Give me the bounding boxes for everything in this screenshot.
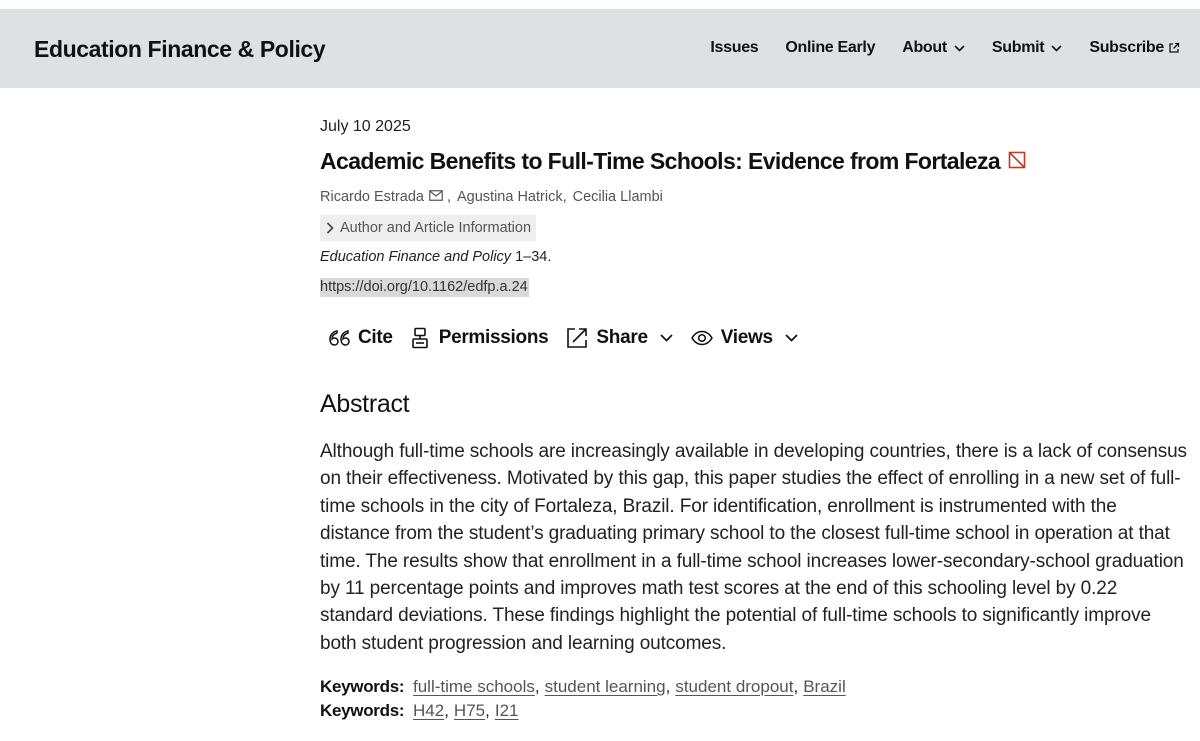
keyword-separator: , [665, 677, 671, 696]
chevron-right-icon [326, 222, 334, 234]
keyword-link[interactable]: Brazil [803, 677, 846, 696]
permissions-icon [411, 327, 431, 349]
journal-brand-link[interactable]: Education Finance & Policy [34, 36, 326, 62]
keywords-jel [320, 701, 518, 721]
keyword-separator: , [444, 701, 449, 720]
keywords-topics [320, 677, 846, 697]
journal-name: Education Finance and Policy [320, 249, 512, 265]
eye-icon [691, 330, 713, 346]
nav-submit-label: Submit [991, 39, 1045, 56]
chevron-down-icon [785, 334, 798, 342]
permissions-label: Permissions [438, 327, 549, 348]
keywords-label: Keywords: [320, 677, 405, 696]
author-cecilia-llambi[interactable]: Cecilia Llambi [572, 189, 663, 205]
jel-code-link[interactable]: H75 [453, 701, 486, 720]
article-tools [328, 327, 798, 349]
chevron-down-icon [660, 334, 673, 342]
abstract-heading: Abstract [320, 390, 410, 418]
external-link-icon [1168, 42, 1180, 54]
author-list [320, 189, 663, 205]
nav-submit[interactable] [992, 39, 1062, 57]
nav-issues[interactable] [710, 39, 758, 57]
cite-label: Cite [358, 327, 393, 348]
author-separator: , [562, 189, 567, 205]
top-strip [0, 0, 1200, 9]
page-range: 1–34. [511, 249, 552, 265]
keyword-separator: , [485, 701, 490, 720]
nav-about[interactable] [902, 39, 965, 57]
quote-icon [328, 329, 350, 347]
article-title-text: Academic Benefits to Full-Time Schools: Evidence from Fortaleza [320, 148, 1001, 174]
cite-button[interactable] [328, 327, 393, 349]
nav-issues-label: Issues [710, 39, 759, 56]
author-agustina-hatrick[interactable]: Agustina Hatrick [457, 189, 563, 205]
author-ricardo-estrada[interactable]: Ricardo Estrada [320, 189, 424, 205]
doi-link[interactable]: https://doi.org/10.1162/edfp.a.24 [320, 279, 528, 295]
article-title [320, 148, 1026, 175]
keyword-link[interactable]: full-time schools [413, 677, 535, 696]
chevron-down-icon [1051, 45, 1062, 52]
share-button[interactable] [566, 327, 672, 349]
keyword-link[interactable]: student dropout [675, 677, 794, 696]
nav-about-label: About [902, 39, 947, 56]
jel-code-link[interactable]: H42 [413, 701, 445, 720]
pdf-icon[interactable] [1008, 148, 1026, 175]
abstract-text: Although full-time schools are increasingly available in developing countries, there is a lack of consensus on their effectiveness. Motivated by this gap, this paper studies the effect of enrolling in a new set of full-time schools in the city of Fortaleza, Brazil. For identification, enrollment is instrumented with the distance from the student’s graduating primary school to the closest full-time school in operation at that time. The results show that enrollment in a full-time school increases lower-secondary-school graduation by 11 percentage points and improves math test scores at the end of this schooling level by 0.22 standard deviations. These findings highlight the potential of full-time schools to significantly improve both student progression and learning outcomes. [320, 441, 1187, 654]
author-separator: , [446, 189, 451, 205]
views-label: Views [720, 327, 773, 348]
keyword-separator: , [534, 677, 540, 696]
nav-subscribe-label: Subscribe [1089, 39, 1164, 56]
nav-online-early-label: Online Early [785, 39, 876, 56]
nav-online-early[interactable] [785, 39, 875, 57]
keyword-link[interactable]: student learning [544, 677, 666, 696]
jel-code-link[interactable]: I21 [494, 701, 519, 720]
site-header [0, 9, 1200, 88]
journal-citation [320, 249, 551, 265]
nav-subscribe[interactable] [1089, 39, 1180, 57]
mail-icon[interactable] [429, 189, 443, 205]
author-article-info-toggle[interactable] [320, 215, 536, 241]
keywords-label: Keywords: [320, 701, 405, 720]
permissions-button[interactable] [411, 327, 549, 349]
share-icon [566, 327, 588, 349]
chevron-down-icon [954, 45, 965, 52]
keyword-separator: , [793, 677, 799, 696]
share-label: Share [596, 327, 648, 348]
views-button[interactable] [691, 327, 798, 349]
author-article-info-label: Author and Article Information [340, 220, 532, 236]
main-nav [683, 39, 1180, 57]
publication-date: July 10 2025 [320, 118, 411, 135]
